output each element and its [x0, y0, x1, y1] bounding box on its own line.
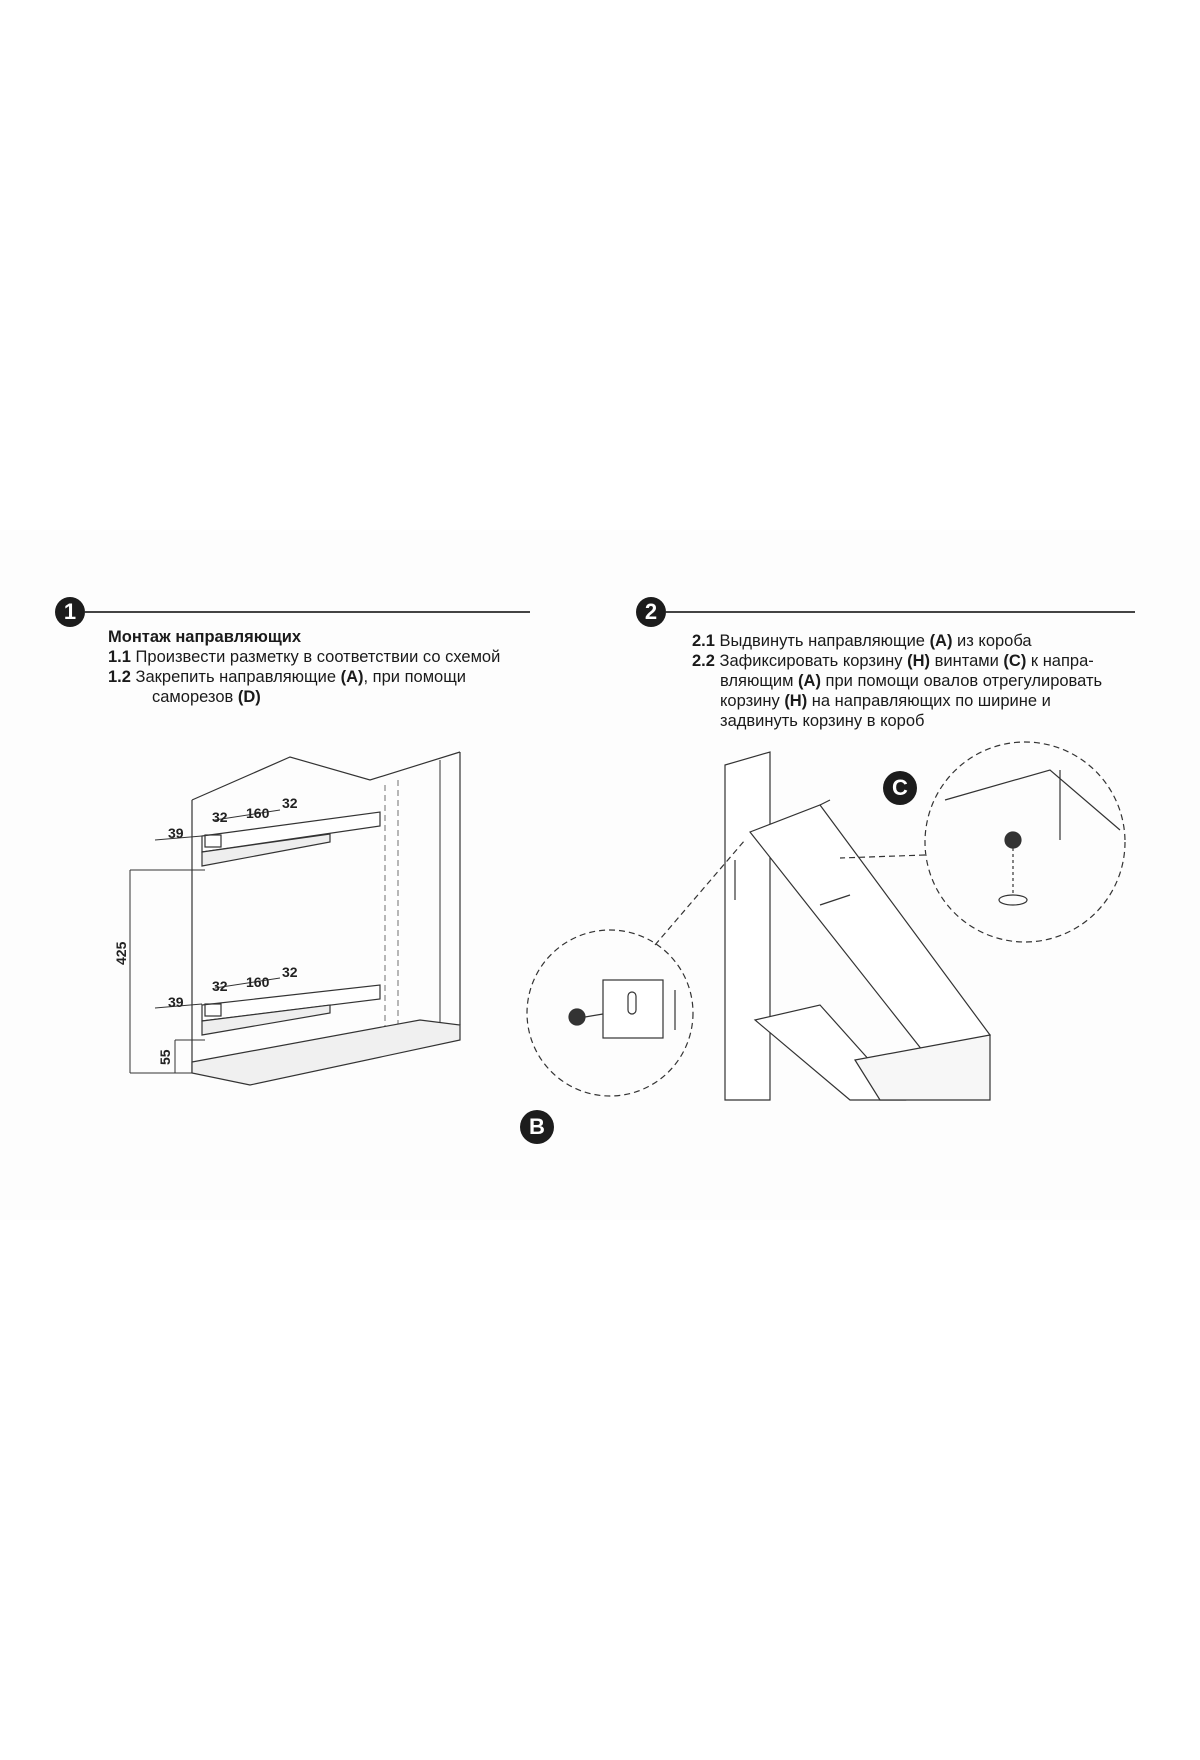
dim-425: 425	[113, 941, 129, 965]
dim-39-top: 39	[168, 825, 184, 841]
step-1-item-2-cont: саморезов (D)	[152, 688, 261, 706]
dim-32b-top: 32	[282, 795, 298, 811]
step-2-badge: 2	[636, 597, 666, 627]
callout-c: C	[883, 771, 917, 805]
step-1-item-1: 1.1 Произвести разметку в соответствии со схемой	[108, 648, 501, 666]
detail-b-bracket	[603, 980, 663, 1038]
cabinet-top-edge	[192, 752, 460, 800]
detail-c-edge	[945, 770, 1120, 830]
step-2-item-2-cont-3: задвинуть корзину в короб	[720, 712, 925, 730]
step-2-item-2: 2.2 Зафиксировать корзину (H) винтами (C) к напра-	[692, 652, 1094, 670]
step-1-badge: 1	[55, 597, 85, 627]
detail-c-circle	[925, 742, 1125, 942]
step-2-item-2-cont-2: корзину (H) на направляющих по ширине и	[720, 692, 1051, 710]
dim-160-top: 160	[246, 805, 270, 821]
step-2-item-1: 2.1 Выдвинуть направляющие (A) из короба	[692, 632, 1032, 650]
dim-32a-top: 32	[212, 809, 228, 825]
detail-b	[527, 840, 745, 1096]
screw-b	[569, 1009, 585, 1025]
dim-55: 55	[157, 1049, 173, 1065]
dim-32b-bottom: 32	[282, 964, 298, 980]
detail-c-oval-slot	[999, 895, 1027, 905]
dim-32a-bottom: 32	[212, 978, 228, 994]
basket-drawing	[725, 752, 990, 1100]
step-1-item-2: 1.2 Закрепить направляющие (A), при помощи	[108, 668, 467, 686]
cabinet-side-panel	[725, 752, 770, 1100]
dim-160-bottom: 160	[246, 974, 270, 990]
step-2-item-2-cont-1: вляющим (A) при помощи овалов отрегулировать	[720, 672, 1103, 690]
step-1-heading: Монтаж направляющих	[108, 628, 302, 646]
screw-c	[1005, 832, 1021, 848]
dim-39-bottom: 39	[168, 994, 184, 1010]
screw-b-shaft	[585, 1014, 603, 1017]
callout-b: B	[520, 1110, 554, 1144]
basket-rim	[820, 800, 830, 805]
